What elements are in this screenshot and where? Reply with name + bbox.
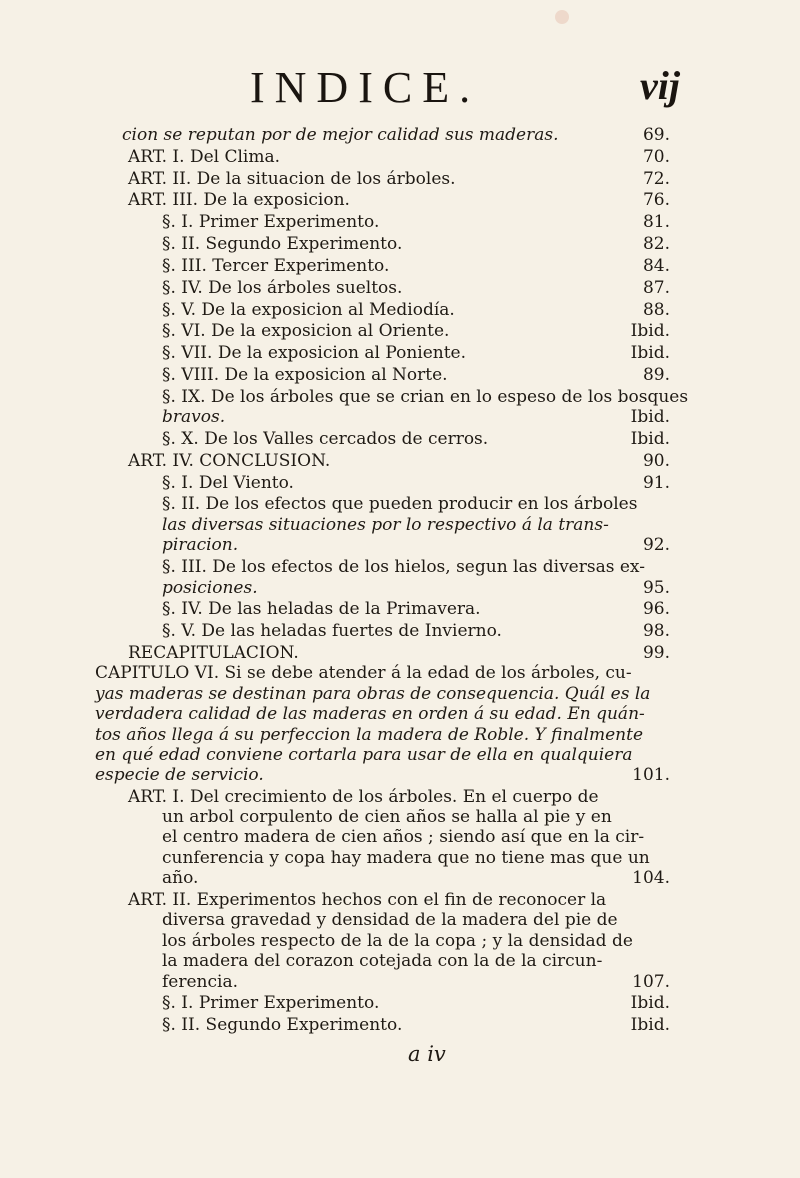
- toc-entry-text: el centro madera de cien años ; siendo así que en la cir-: [162, 827, 645, 847]
- toc-entry-text: cion se reputan por de mejor calidad sus maderas.: [122, 125, 559, 145]
- toc-entry-page: 89.: [642, 365, 670, 385]
- toc-entry-text: especie de servicio.: [95, 765, 264, 785]
- toc-entry-page: 104.: [632, 868, 670, 888]
- toc-entry-page: 70.: [642, 147, 670, 167]
- toc-entry-page: Ibid.: [630, 993, 670, 1013]
- toc-entry-text: ferencia.: [162, 972, 238, 992]
- toc-entry-page: Ibid.: [630, 429, 670, 449]
- toc-entry-text: en qué edad conviene cortarla para usar de ella en qualquiera: [95, 745, 633, 765]
- toc-entry-text: cunferencia y copa hay madera que no tiene mas que un: [162, 848, 650, 868]
- toc-entry-text: CAPITULO VI. Si se debe atender á la edad de los árboles, cu-: [95, 663, 632, 683]
- signature-mark: a iv: [408, 1042, 446, 1066]
- toc-entry-text: §. II. Segundo Experimento.: [162, 1015, 403, 1035]
- toc-entry-text: verdadera calidad de las maderas en orden á su edad. En quán-: [95, 704, 645, 724]
- toc-entry-page: 91.: [642, 473, 670, 493]
- toc-entry-text: §. IV. De los árboles sueltos.: [162, 278, 403, 298]
- toc-entry-page: 87.: [642, 278, 670, 298]
- toc-entry-text: §. III. Tercer Experimento.: [162, 256, 390, 276]
- toc-entry-text: §. V. De la exposicion al Mediodía.: [162, 300, 455, 320]
- header-page-number: vij: [640, 63, 680, 108]
- toc-entry-page: 90.: [642, 451, 670, 471]
- toc-entry-page: 107.: [632, 972, 670, 992]
- toc-entry-page: 98.: [642, 621, 670, 641]
- toc-entry-text: yas maderas se destinan para obras de consequencia. Quál es la: [95, 684, 651, 704]
- toc-entry-text: ART. IV. CONCLUSION.: [128, 451, 331, 471]
- toc-entry-text: un arbol corpulento de cien años se halla al pie y en: [162, 807, 612, 827]
- toc-entry-text: posiciones.: [162, 578, 258, 598]
- toc-entry-text: §. VIII. De la exposicion al Norte.: [162, 365, 448, 385]
- toc-entry-text: §. II. Segundo Experimento.: [162, 234, 403, 254]
- toc-entry-text: ART. I. Del crecimiento de los árboles. En el cuerpo de: [128, 787, 599, 807]
- toc-entry-text: tos años llega á su perfeccion la madera de Roble. Y finalmente: [95, 725, 644, 745]
- header-title: INDICE.: [250, 63, 481, 112]
- page-header: [0, 62, 800, 122]
- toc-entry-text: ART. II. Experimentos hechos con el fin de reconocer la: [128, 890, 607, 910]
- toc-entry-page: 92.: [642, 535, 670, 555]
- toc-entry-text: la madera del corazon cotejada con la de la circun-: [162, 951, 603, 971]
- toc-entry-page: 96.: [642, 599, 670, 619]
- toc-entry-text: piracion.: [162, 535, 239, 555]
- toc-entry-text: §. V. De las heladas fuertes de Invierno.: [162, 621, 502, 641]
- toc-entry-page: Ibid.: [630, 407, 670, 427]
- toc-entry-text: §. III. De los efectos de los hielos, segun las diversas ex-: [162, 557, 645, 577]
- toc-entry-page: 99.: [642, 643, 670, 663]
- toc-entry-page: Ibid.: [630, 321, 670, 341]
- toc-entry-text: ART. I. Del Clima.: [128, 147, 281, 167]
- toc-entry-text: §. I. Del Viento.: [162, 473, 294, 493]
- toc-entry-page: 72.: [642, 169, 670, 189]
- toc-entry-page: 81.: [642, 212, 670, 232]
- toc-entry-text: §. VI. De la exposicion al Oriente.: [162, 321, 450, 341]
- toc-entry-text: §. VII. De la exposicion al Poniente.: [162, 343, 467, 363]
- toc-entry-text: §. IV. De las heladas de la Primavera.: [162, 599, 481, 619]
- toc-entry-text: ART. III. De la exposicion.: [128, 190, 350, 210]
- toc-entry-page: 88.: [642, 300, 670, 320]
- toc-entry-page: 84.: [642, 256, 670, 276]
- toc-entry-text: §. IX. De los árboles que se crian en lo espeso de los bosques: [162, 387, 689, 407]
- toc-entry-text: las diversas situaciones por lo respectivo á la trans-: [162, 515, 609, 535]
- ink-stain: [555, 10, 569, 24]
- toc-entry-text: diversa gravedad y densidad de la madera del pie de: [162, 910, 618, 930]
- toc-entry-page: 82.: [642, 234, 670, 254]
- toc-entry-text: año.: [162, 868, 199, 888]
- toc-entry-text: §. II. De los efectos que pueden producir en los árboles: [162, 494, 638, 514]
- toc-entry-text: §. I. Primer Experimento.: [162, 993, 380, 1013]
- toc-entry-page: Ibid.: [630, 343, 670, 363]
- toc-entry-page: Ibid.: [630, 1015, 670, 1035]
- toc-entry-page: 76.: [642, 190, 670, 210]
- toc-entry-text: RECAPITULACION.: [128, 643, 299, 663]
- toc-entry-page: 69.: [642, 125, 670, 145]
- toc-entry-text: ART. II. De la situacion de los árboles.: [128, 169, 456, 189]
- toc-entry-text: bravos.: [162, 407, 226, 427]
- toc-entry-page: 101.: [632, 765, 670, 785]
- toc-entry-page: 95.: [642, 578, 670, 598]
- toc-entry-text: §. X. De los Valles cercados de cerros.: [162, 429, 489, 449]
- toc-entry-text: §. I. Primer Experimento.: [162, 212, 380, 232]
- toc-entry-text: los árboles respecto de la de la copa ; y la densidad de: [162, 931, 633, 951]
